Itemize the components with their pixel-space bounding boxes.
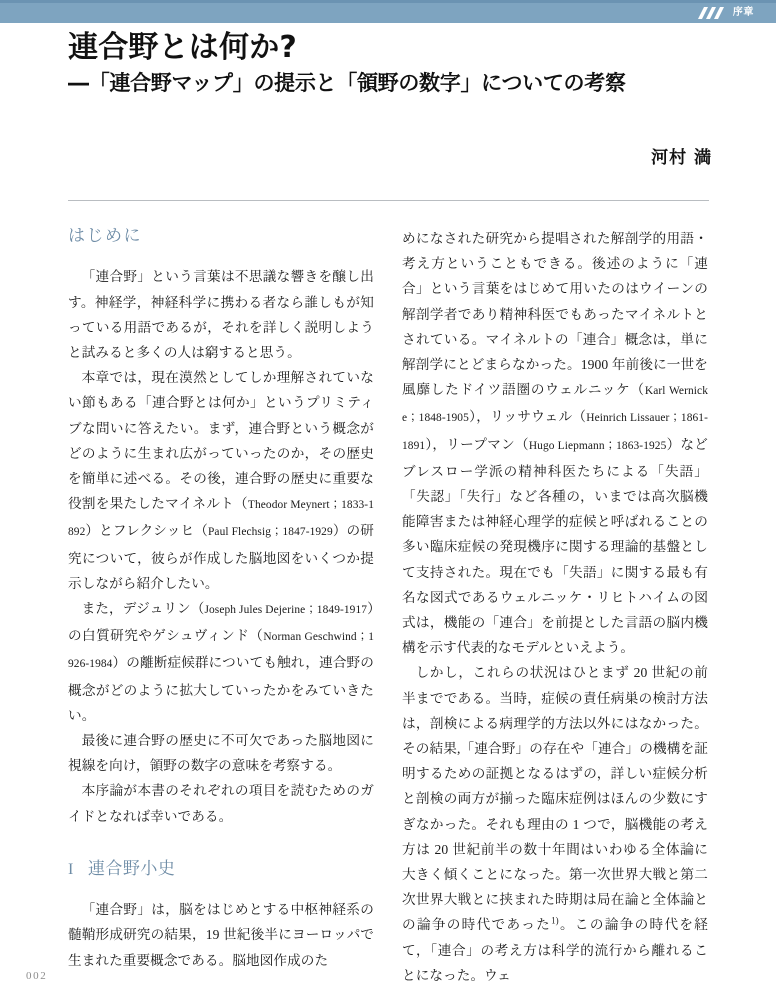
page-subtitle: ―「連合野マップ」の提示と「領野の数字」についての考察: [68, 71, 626, 95]
paragraph: [402, 226, 708, 660]
paragraph-text: めになされた研究から提唱された解剖学的用語・考え方ということもできる。後述のように「連合」という言葉をはじめて用いたのはウイーンの解剖学者であり精神科医でもあったマイネルトとされている。マイネルトの「連合」概念は，単に解剖学にとどまらなかった。1900 年前後に一世を風靡したドイツ語圏のウェルニッケ（: [402, 231, 708, 398]
paragraph-text: しかし，これらの状況はひとまず 20 世紀の前半までである。当時，症候の責任病巣の検討方法は，剖検による病理学的方法以外にはなかった。その結果,「連合野」の存在や「連合」の機構を証明するための証拠となるはずの，詳しい症候分析と剖検の両方が揃った臨床症例はほんの少数にすぎなかった。それも理由の 1 つで，脳機能の考え方は 20 世紀前半の数十年間はいわゆる全体論に大きく傾くことになった。第一次世界大戦と第二次世界大戦とに挟まれた時期は局在論と全体論との論争の時代であった: [402, 665, 708, 933]
paragraph-text: ）の研究について，彼らが作成した脳地図をいくつか提示しながら紹介したい。: [68, 523, 374, 591]
page-header-band: [0, 0, 776, 23]
citation-latin: Paul Flechsig；1847-1929: [207, 526, 333, 539]
paragraph: 「連合野」という言葉は不思議な響きを醸し出す。神経学，神経科学に携わる者なら誰しもが知っている用語であるが，それを詳しく説明しようと試みると多くの人は窮すると思う。: [68, 269, 374, 360]
triple-slash-icon: [698, 8, 724, 19]
section-title: 連合野小史: [87, 858, 176, 879]
paragraph-text: また，デジュリン（: [81, 601, 205, 617]
citation-latin: Joseph Jules Dejerine；1849-1917: [204, 604, 368, 617]
author-name: 河村 満: [651, 148, 712, 168]
citation-latin: Theodor Meynert；1833-1892: [68, 499, 374, 539]
paragraph: [68, 596, 374, 728]
paragraph-text: 本章では，現在漠然としてしか理解されていない節もある「連合野とは何か」というプリミティブな問いに答えたい。まず，連合野という概念がどのように生まれ広がっていったのか，その歴史を簡単に述べる。その後，連合野の歴史に重要な役割を果たしたマイネルト（: [68, 370, 374, 512]
paragraph: 最後に連合野の歴史に不可欠であった脳地図に視線を向け，領野の数字の意味を考察する。: [68, 733, 374, 774]
citation-latin: Karl Wernicke；1848-1905: [402, 385, 708, 425]
section-number: I: [68, 860, 74, 878]
paragraph-text: ）の白質研究やゲシュヴィンド（: [68, 601, 374, 644]
header-chapter-label: 序章: [732, 7, 754, 18]
citation-latin: Heinrich Lissauer；1861-1891: [402, 412, 708, 452]
citation-latin: Norman Geschwind；1926-1984: [68, 631, 374, 671]
left-column: [68, 226, 374, 968]
body-columns: [68, 226, 709, 983]
right-column: [402, 226, 708, 983]
title-divider: [68, 200, 709, 201]
title-block: [68, 31, 712, 96]
paragraph-text: ），リッサウェル（: [468, 409, 587, 425]
citation-latin: Hugo Liepmann；1863-1925: [528, 439, 667, 452]
header-chapter-group: [698, 8, 776, 19]
paragraph: [402, 660, 708, 988]
page-title: 連合野とは何か?: [68, 30, 298, 65]
paragraph-text: ）とフレクシッヒ（: [85, 523, 208, 539]
paragraph-text: 。この論争の時代を経て，「連合」の考え方は科学的流行から離れることになった。ウェ: [402, 917, 708, 983]
paragraph-text: ），リープマン（: [425, 436, 529, 452]
paragraph: 本序論が本書のそれぞれの項目を読むためのガイドとなれば幸いである。: [68, 783, 374, 824]
paragraph-text: ）などブレスロー学派の精神科医たちによる「失語」「失認」「失行」など各種の，いまでは高次脳機能障害または神経心理学的症候と呼ばれることの多い臨床症候の発現機序に関する理論的基盤として支持された。現在でも「失語」に関する最も有名な図式であるウェルニッケ・リヒトハイムの図式は，機能の「連合」を前提とした言語の脳内機構を示す代表的なモデルといえよう。: [402, 436, 708, 656]
footnote-marker: 1): [551, 915, 559, 926]
section-heading-intro: はじめに: [68, 226, 142, 246]
paragraph: [68, 365, 374, 596]
section-heading-1: [68, 859, 374, 879]
paragraph-text: ）の離断症候群についても触れ，連合野の概念がどのように拡大していったかをみていきたい。: [68, 655, 374, 723]
page-number: 002: [26, 970, 48, 982]
paragraph: 「連合野」は，脳をはじめとする中枢神経系の髄鞘形成研究の結果，19 世紀後半にヨーロッパで生まれた重要概念である。脳地図作成のた: [68, 902, 374, 968]
